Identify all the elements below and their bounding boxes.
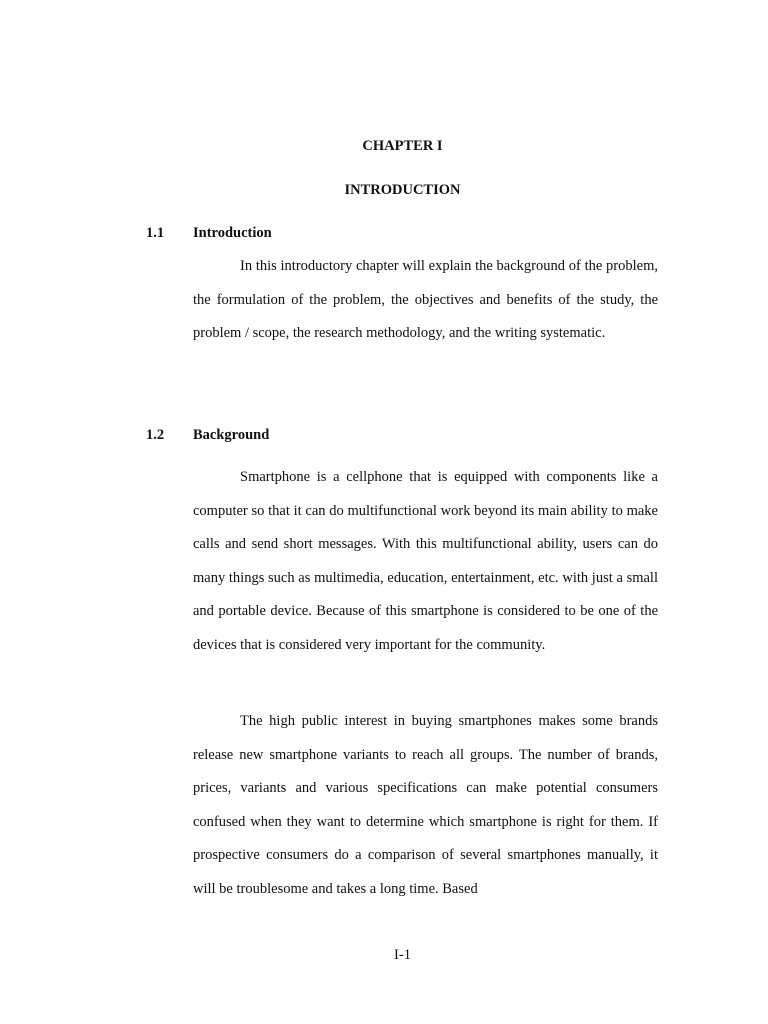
paragraph: In this introductory chapter will explain the background of the problem, the formulation of the problem, the objectives and benefits of the study, the problem / scope, the research methodology, and the writing systematic. — [193, 258, 658, 342]
section-number: 1.2 — [146, 427, 165, 443]
section-title: Introduction — [193, 225, 272, 241]
chapter-label: CHAPTER I — [362, 138, 443, 154]
chapter-title: INTRODUCTION — [344, 182, 461, 198]
paragraph: The high public interest in buying smartphones makes some brands release new smartphone variants to reach all groups. The number of brands, prices, variants and various specifications can make potential consumers confused when they want to determine which smartphone is right for them. If prospective consumers do a comparison of several smartphones manually, it will be troublesome and takes a long time. Based — [193, 713, 658, 897]
section-title: Background — [193, 427, 270, 443]
section-number: 1.1 — [146, 225, 165, 241]
page-number: I-1 — [394, 947, 411, 963]
paragraph: Smartphone is a cellphone that is equipped with components like a computer so that it can do multifunctional work beyond its main ability to make calls and send short messages. With this multifunctional ability, users can do many things such as multimedia, education, entertainment, etc. with just a small and portable device. Because of this smartphone is considered to be one of the devices that is considered very important for the community. — [193, 469, 658, 653]
